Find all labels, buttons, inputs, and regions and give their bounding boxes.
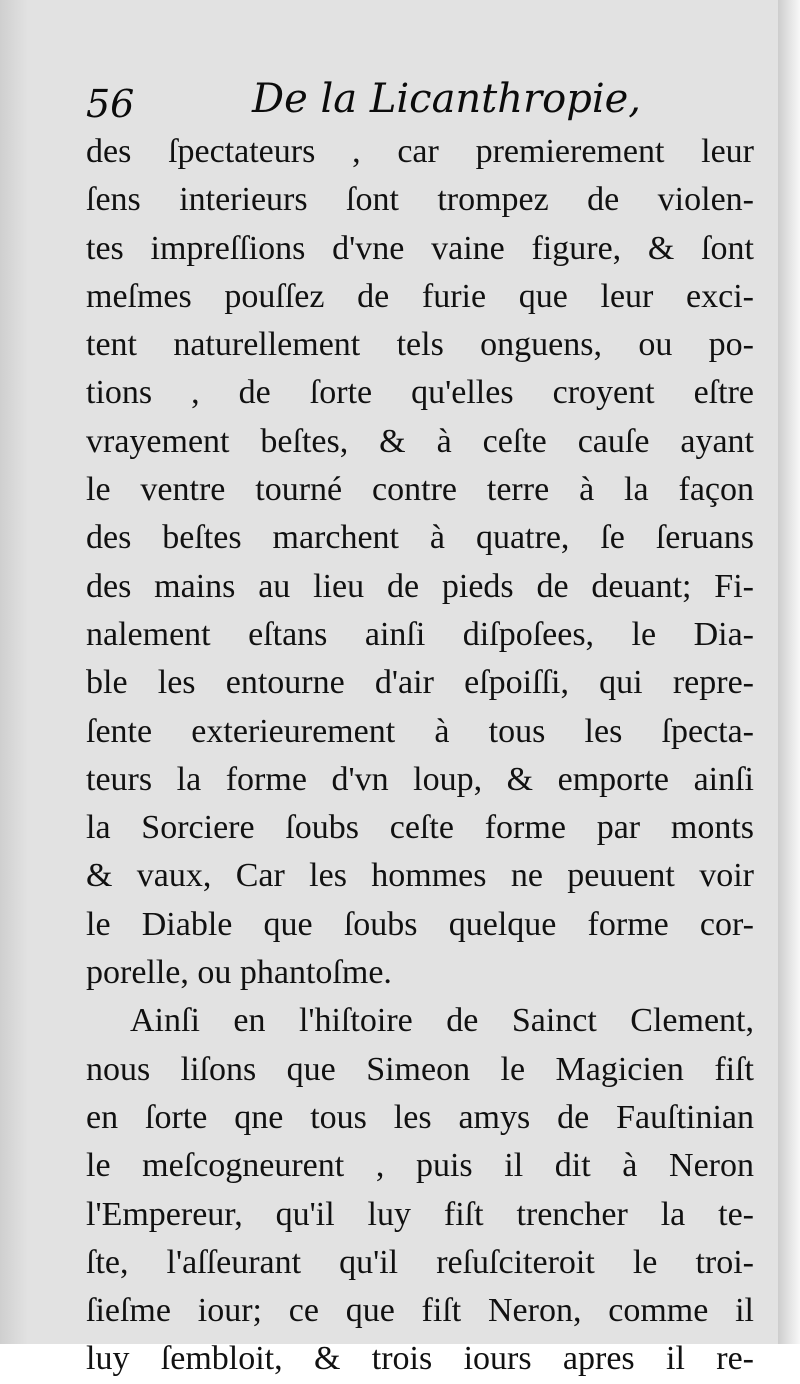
text-line: vrayement beſtes, & à ceſte cauſe ayant <box>86 422 754 460</box>
text-line: des ſpectateurs , car premierement leur <box>86 133 754 170</box>
text-line: meſmes pouſſez de furie que leur exci- <box>86 277 754 315</box>
text-line: tes impreſſions d'vne vaine figure, & ſont <box>86 229 754 267</box>
text-line: teurs la forme d'vn loup, & emporte ainſi <box>86 760 754 798</box>
text-line: ſieſme iour; ce que fiſt Neron, comme il <box>86 1292 754 1330</box>
text-line: ſente exterieurement à tous les ſpecta- <box>86 712 754 750</box>
text-line: le meſcogneurent , puis il dit à Neron <box>86 1147 754 1185</box>
text-line: ſte, l'aſſeurant qu'il reſuſciteroit le troi- <box>86 1243 754 1281</box>
text-line: le ventre tourné contre terre à la façon <box>86 471 754 509</box>
text-line: nous liſons que Simeon le Magicien fiſt <box>86 1050 754 1088</box>
text-line-paragraph-start: Ainſi en l'hiſtoire de Sainct Clement, <box>130 1002 754 1040</box>
text-line: & vaux, Car les hommes ne peuuent voir <box>86 857 754 895</box>
text-line: luy ſembloit, & trois iours apres il re- <box>86 1340 754 1378</box>
text-line: ble les entourne d'air eſpoiſſi, qui repre- <box>86 664 754 702</box>
text-line: des beſtes marchent à quatre, ſe ſeruans <box>86 519 754 557</box>
text-line: la Sorciere ſoubs ceſte forme par monts <box>86 809 754 847</box>
page-header <box>86 72 746 132</box>
text-line: des mains au lieu de pieds de deuant; Fi- <box>86 567 754 605</box>
text-line: en ſorte qne tous les amys de Fauſtinian <box>86 1098 754 1136</box>
text-line: ſens interieurs ſont trompez de violen- <box>86 181 754 219</box>
text-line: l'Empereur, qu'il luy fiſt trencher la te- <box>86 1195 754 1233</box>
page-number: 56 <box>86 82 135 126</box>
text-line: nalement eſtans ainſi diſpoſees, le Dia- <box>86 615 754 653</box>
text-line: tions , de ſorte qu'elles croyent eſtre <box>86 374 754 412</box>
text-line: le Diable que ſoubs quelque forme cor- <box>86 905 754 943</box>
text-line-paragraph-end: porelle, ou phantoſme. <box>86 954 392 992</box>
body-text <box>86 128 776 1384</box>
running-title: De la Licanthropie, <box>252 76 642 122</box>
text-line: tent naturellement tels onguens, ou po- <box>86 326 754 364</box>
